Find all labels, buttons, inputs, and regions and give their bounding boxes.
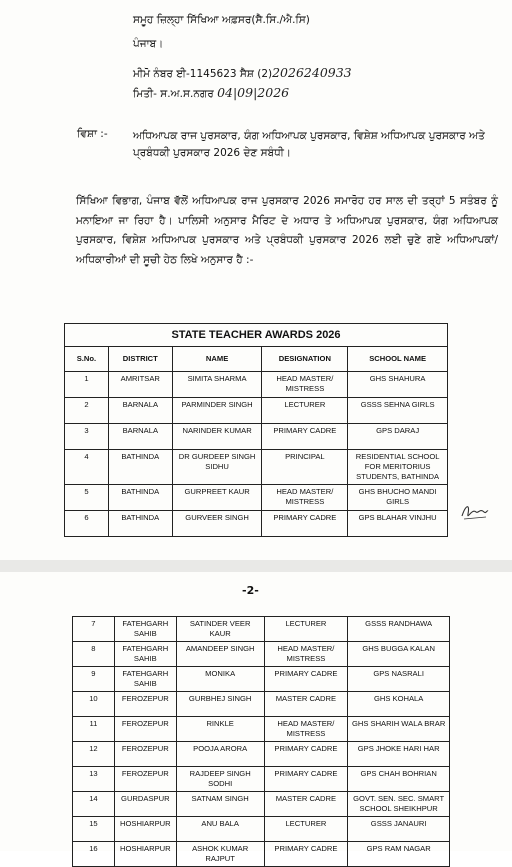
designation-cell: MASTER CADRE (264, 792, 348, 817)
table-row (73, 817, 450, 842)
table-row (65, 372, 448, 398)
name-cell: ASHOK KUMAR RAJPUT (176, 842, 264, 867)
table-body-page-1 (65, 372, 448, 537)
table-header-row (65, 347, 448, 372)
district-cell: FEROZEPUR (114, 717, 176, 742)
name-cell: MONIKA (176, 667, 264, 692)
school-cell: GHS BUGGA KALAN (348, 642, 450, 667)
table-row (73, 667, 450, 692)
school-cell: GHS SHARIH WALA BRAR (348, 717, 450, 742)
school-cell: GHS KOHALA (348, 692, 450, 717)
designation-cell: HEAD MASTER/ MISTRESS (262, 372, 348, 398)
table-row (73, 767, 450, 792)
date-prefix: ਮਿਤੀ- ਸ.ਅ.ਸ.ਨਗਰ (133, 88, 214, 100)
page-gap (0, 560, 512, 572)
serial-cell: 12 (73, 742, 115, 767)
date-handwritten: 04|09|2026 (217, 85, 290, 100)
designation-cell: LECTURER (264, 817, 348, 842)
table-row (73, 692, 450, 717)
header-district: DISTRICT (108, 347, 172, 372)
recipient-line-2: ਪੰਜਾਬ। (133, 38, 164, 50)
school-cell: GSSS JANAURI (348, 817, 450, 842)
signature-mark (458, 498, 490, 526)
awards-table-page-1 (64, 323, 448, 537)
table-row (73, 842, 450, 867)
name-cell: SATNAM SINGH (176, 792, 264, 817)
school-cell: GSSS RANDHAWA (348, 617, 450, 642)
school-cell: GPS NASRALI (348, 667, 450, 692)
designation-cell: LECTURER (264, 617, 348, 642)
name-cell: GURVEER SINGH (172, 511, 262, 537)
header-serial: S.No. (65, 347, 109, 372)
name-cell: POOJA ARORA (176, 742, 264, 767)
district-cell: BARNALA (108, 424, 172, 450)
district-cell: BATHINDA (108, 450, 172, 485)
name-cell: AMANDEEP SINGH (176, 642, 264, 667)
school-cell: GHS SHAHURA (348, 372, 448, 398)
designation-cell: PRIMARY CADRE (264, 742, 348, 767)
designation-cell: MASTER CADRE (264, 692, 348, 717)
serial-cell: 8 (73, 642, 115, 667)
name-cell: SIMITA SHARMA (172, 372, 262, 398)
district-cell: BATHINDA (108, 511, 172, 537)
serial-cell: 14 (73, 792, 115, 817)
district-cell: FEROZEPUR (114, 767, 176, 792)
awards-table-page-2 (72, 616, 450, 867)
table-row (73, 642, 450, 667)
school-cell: GPS BLAHAR VINJHU (348, 511, 448, 537)
serial-cell: 10 (73, 692, 115, 717)
serial-cell: 1 (65, 372, 109, 398)
district-cell: HOSHIARPUR (114, 817, 176, 842)
table-row (73, 792, 450, 817)
district-cell: BATHINDA (108, 485, 172, 511)
serial-cell: 7 (73, 617, 115, 642)
page-number: -2- (242, 584, 259, 597)
table-row (65, 424, 448, 450)
school-cell: GPS CHAH BOHRIAN (348, 767, 450, 792)
body-paragraph: ਸਿੱਖਿਆ ਵਿਭਾਗ, ਪੰਜਾਬ ਵੱਲੋਂ ਅਧਿਆਪਕ ਰਾਜ ਪੁਰਸਕਾਰ 2026 ਸਮਾਰੋਹ ਹਰ ਸਾਲ ਦੀ ਤਰ੍ਹਾਂ 5 ਸਤੰਬਰ ਨੂੰ ਮਨਾਇਆ ਜਾ ਰਿਹਾ ਹੈ। ਪਾਲਿਸੀ ਅਨੁਸਾਰ ਮੈਰਿਟ ਦੇ ਅਧਾਰ ਤੇ ਅਧਿਆਪਕ ਪੁਰਸਕਾਰ, ਯੰਗ ਅਧਿਆਪਕ ਪੁਰਸਕਾਰ, ਵਿਸ਼ੇਸ਼ ਅਧਿਆਪਕ ਪੁਰਸਕਾਰ ਅਤੇ ਪ੍ਰਬੰਧਕੀ ਪੁਰਸਕਾਰ 2026 ਲਈ ਚੁਣੇ ਗਏ ਅਧਿਆਪਕਾਂ/ਅਧਿਕਾਰੀਆਂ ਦੀ ਸੂਚੀ ਹੇਠ ਲਿਖੇ ਅਨੁਸਾਰ ਹੈ :- (76, 195, 498, 266)
table-title: STATE TEACHER AWARDS 2026 (65, 324, 448, 347)
header-school: SCHOOL NAME (348, 347, 448, 372)
district-cell: GURDASPUR (114, 792, 176, 817)
table-row (73, 717, 450, 742)
name-cell: RAJDEEP SINGH SODHI (176, 767, 264, 792)
table-row (65, 450, 448, 485)
district-cell: FATEHGARH SAHIB (114, 667, 176, 692)
district-cell: FEROZEPUR (114, 692, 176, 717)
serial-cell: 11 (73, 717, 115, 742)
table-row (65, 398, 448, 424)
name-cell: PARMINDER SINGH (172, 398, 262, 424)
serial-cell: 9 (73, 667, 115, 692)
designation-cell: HEAD MASTER/ MISTRESS (264, 642, 348, 667)
school-cell: GPS DARAJ (348, 424, 448, 450)
table-row (65, 511, 448, 537)
serial-cell: 4 (65, 450, 109, 485)
serial-cell: 6 (65, 511, 109, 537)
school-cell: GHS BHUCHO MANDI GIRLS (348, 485, 448, 511)
table-row (73, 742, 450, 767)
designation-cell: HEAD MASTER/ MISTRESS (262, 485, 348, 511)
designation-cell: PRIMARY CADRE (262, 424, 348, 450)
memo-line (133, 66, 352, 81)
name-cell: DR GURDEEP SINGH SIDHU (172, 450, 262, 485)
name-cell: RINKLE (176, 717, 264, 742)
school-cell: GSSS SEHNA GIRLS (348, 398, 448, 424)
serial-cell: 5 (65, 485, 109, 511)
school-cell: GPS JHOKE HARI HAR (348, 742, 450, 767)
name-cell: GURBHEJ SINGH (176, 692, 264, 717)
name-cell: NARINDER KUMAR (172, 424, 262, 450)
name-cell: SATINDER VEER KAUR (176, 617, 264, 642)
subject-label: ਵਿਸ਼ਾ :- (77, 128, 108, 140)
memo-prefix: ਮੀਮੋ ਨੰਬਰ ਈ-1145623 ਸੈਸ਼ (2) (133, 68, 273, 80)
school-cell: RESIDENTIAL SCHOOL FOR MERITORIUS STUDENTS, BATHINDA (348, 450, 448, 485)
designation-cell: PRIMARY CADRE (264, 842, 348, 867)
designation-cell: LECTURER (262, 398, 348, 424)
serial-cell: 3 (65, 424, 109, 450)
table-row (73, 617, 450, 642)
serial-cell: 13 (73, 767, 115, 792)
name-cell: ANU BALA (176, 817, 264, 842)
name-cell: GURPREET KAUR (172, 485, 262, 511)
header-name: NAME (172, 347, 262, 372)
table-body-page-2 (73, 617, 450, 867)
designation-cell: HEAD MASTER/ MISTRESS (264, 717, 348, 742)
district-cell: FATEHGARH SAHIB (114, 642, 176, 667)
school-cell: GPS RAM NAGAR (348, 842, 450, 867)
date-line (133, 86, 289, 101)
designation-cell: PRIMARY CADRE (264, 667, 348, 692)
district-cell: BARNALA (108, 398, 172, 424)
district-cell: HOSHIARPUR (114, 842, 176, 867)
recipient-line-1: ਸਮੂਹ ਜ਼ਿਲ੍ਹਾ ਸਿੱਖਿਆ ਅਫ਼ਸਰ(ਸੈ.ਸਿ./ਐ.ਸਿ) (133, 14, 310, 26)
designation-cell: PRIMARY CADRE (262, 511, 348, 537)
designation-cell: PRINCIPAL (262, 450, 348, 485)
table-row (65, 485, 448, 511)
district-cell: AMRITSAR (108, 372, 172, 398)
district-cell: FATEHGARH SAHIB (114, 617, 176, 642)
memo-number-handwritten: 2026240933 (272, 65, 352, 80)
designation-cell: PRIMARY CADRE (264, 767, 348, 792)
serial-cell: 2 (65, 398, 109, 424)
district-cell: FEROZEPUR (114, 742, 176, 767)
header-designation: DESIGNATION (262, 347, 348, 372)
serial-cell: 15 (73, 817, 115, 842)
serial-cell: 16 (73, 842, 115, 867)
school-cell: GOVT. SEN. SEC. SMART SCHOOL SHEIKHPUR (348, 792, 450, 817)
subject-text: ਅਧਿਆਪਕ ਰਾਜ ਪੁਰਸਕਾਰ, ਯੰਗ ਅਧਿਆਪਕ ਪੁਰਸਕਾਰ, ਵਿਸ਼ੇਸ਼ ਅਧਿਆਪਕ ਪੁਰਸਕਾਰ ਅਤੇ ਪ੍ਰਬੰਧਕੀ ਪੁਰਸਕਾਰ 2026 ਦੇਣ ਸਬੰਧੀ। (133, 130, 485, 159)
